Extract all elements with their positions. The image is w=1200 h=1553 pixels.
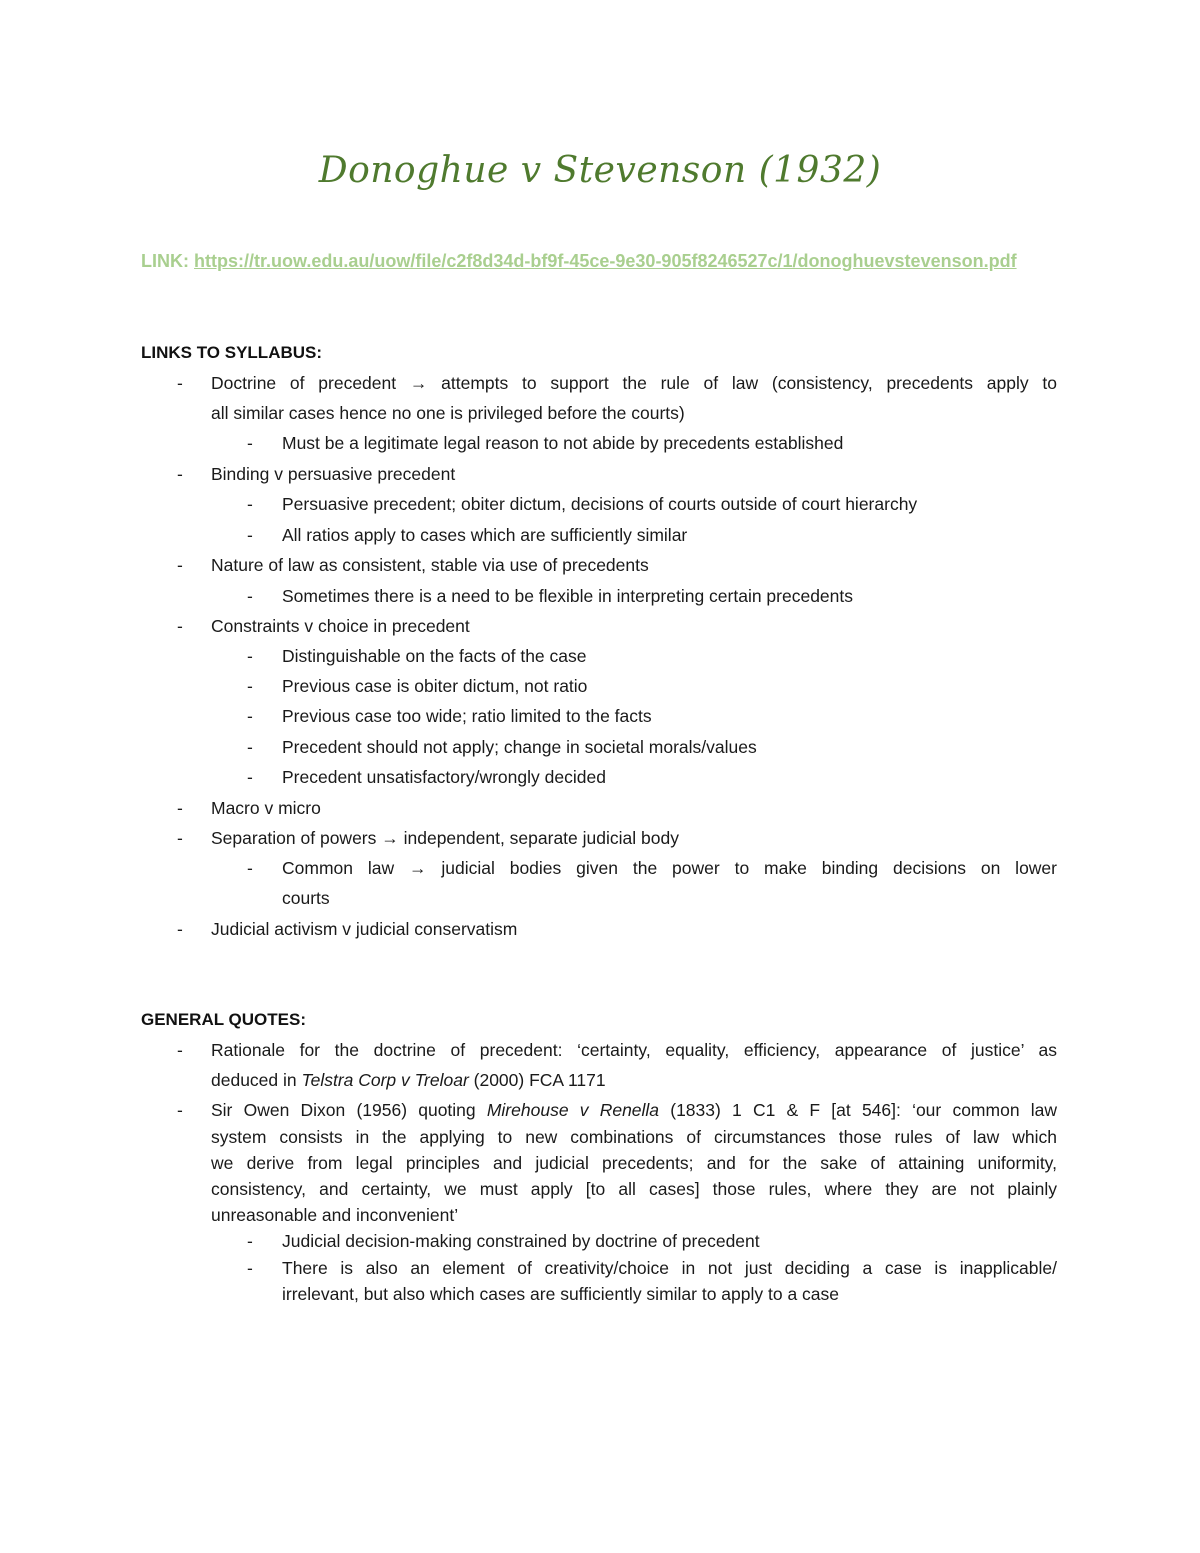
- list-item: Binding v persuasive precedent: [211, 464, 456, 484]
- quote-item-continuation: [211, 1070, 606, 1091]
- sub-list-item: Judicial decision-making constrained by doctrine of precedent: [282, 1231, 760, 1251]
- list-item: Doctrine of precedent → attempts to support the rule of law (consistency, precedents apply to: [211, 373, 1057, 393]
- syllabus-heading: LINKS TO SYLLABUS:: [141, 343, 323, 362]
- bullet-dash: -: [177, 1100, 183, 1120]
- bullet-dash: -: [247, 1231, 253, 1251]
- case-name: Mirehouse v Renella: [486, 1100, 660, 1120]
- quote-item-continuation: we derive from legal principles and judicial precedents; and for the sake of attaining uniformity,: [211, 1153, 1057, 1173]
- bullet-dash: -: [247, 676, 253, 696]
- source-link[interactable]: https://tr.uow.edu.au/uow/file/c2f8d34d-bf9f-45ce-9e30-905f8246527c/1/donoghuevstevenson.pdf: [194, 251, 1017, 271]
- bullet-dash: -: [247, 494, 253, 514]
- list-item: Macro v micro: [211, 798, 321, 818]
- list-item: Judicial activism v judicial conservatism: [211, 919, 518, 939]
- quote-item-continuation: system consists in the applying to new combinations of circumstances those rules of law which: [211, 1127, 1057, 1147]
- quote-text: (1833) 1 C1 & F [at 546]: ‘our common law: [659, 1100, 1058, 1120]
- bullet-dash: -: [177, 1040, 183, 1060]
- bullet-dash: -: [247, 706, 253, 726]
- bullet-dash: -: [177, 798, 183, 818]
- sub-list-item: Precedent should not apply; change in societal morals/values: [282, 737, 757, 757]
- bullet-dash: -: [177, 828, 183, 848]
- sub-list-item: Previous case is obiter dictum, not ratio: [282, 676, 588, 696]
- quote-text: (2000) FCA 1171: [468, 1070, 606, 1090]
- quotes-heading: GENERAL QUOTES:: [141, 1010, 306, 1029]
- bullet-dash: -: [247, 433, 253, 453]
- case-name: Telstra Corp v Treloar: [301, 1070, 469, 1090]
- sub-list-item-continuation: courts: [282, 888, 330, 908]
- bullet-dash: -: [247, 586, 253, 606]
- bullet-dash: -: [247, 646, 253, 666]
- link-label: LINK:: [141, 251, 189, 271]
- sub-list-item-continuation: irrelevant, but also which cases are sufficiently similar to apply to a case: [282, 1284, 840, 1304]
- bullet-dash: -: [247, 525, 253, 545]
- quote-item: [211, 1100, 1057, 1121]
- sub-list-item: Distinguishable on the facts of the case: [282, 646, 587, 666]
- bullet-dash: -: [177, 616, 183, 636]
- quote-item: Rationale for the doctrine of precedent: ‘certainty, equality, efficiency, appearance of justice’ as: [211, 1040, 1057, 1060]
- quote-text: deduced in: [211, 1070, 302, 1090]
- bullet-dash: -: [177, 555, 183, 575]
- bullet-dash: -: [247, 767, 253, 787]
- bullet-dash: -: [247, 1258, 253, 1278]
- bullet-dash: -: [177, 373, 183, 393]
- sub-list-item: There is also an element of creativity/choice in not just deciding a case is inapplicable/: [282, 1258, 1057, 1278]
- list-item: Separation of powers → independent, separate judicial body: [211, 828, 679, 848]
- sub-list-item: Persuasive precedent; obiter dictum, decisions of courts outside of court hierarchy: [282, 494, 918, 514]
- source-link-line: [141, 251, 1017, 272]
- quote-text: Sir Owen Dixon (1956) quoting: [211, 1100, 487, 1120]
- bullet-dash: -: [247, 858, 253, 878]
- bullet-dash: -: [247, 737, 253, 757]
- quote-item-continuation: unreasonable and inconvenient’: [211, 1205, 459, 1225]
- sub-list-item: Sometimes there is a need to be flexible in interpreting certain precedents: [282, 586, 854, 606]
- sub-list-item: Common law → judicial bodies given the power to make binding decisions on lower: [282, 858, 1057, 878]
- sub-list-item: Must be a legitimate legal reason to not abide by precedents established: [282, 433, 844, 453]
- list-item: Constraints v choice in precedent: [211, 616, 470, 636]
- list-item-continuation: all similar cases hence no one is privileged before the courts): [211, 403, 685, 423]
- bullet-dash: -: [177, 464, 183, 484]
- sub-list-item: Previous case too wide; ratio limited to the facts: [282, 706, 652, 726]
- sub-list-item: All ratios apply to cases which are sufficiently similar: [282, 525, 688, 545]
- bullet-dash: -: [177, 919, 183, 939]
- sub-list-item: Precedent unsatisfactory/wrongly decided: [282, 767, 606, 787]
- page-title: Donoghue v Stevenson (1932): [318, 150, 882, 191]
- list-item: Nature of law as consistent, stable via use of precedents: [211, 555, 649, 575]
- quote-item-continuation: consistency, and certainty, we must apply [to all cases] those rules, where they are not plainly: [211, 1179, 1057, 1199]
